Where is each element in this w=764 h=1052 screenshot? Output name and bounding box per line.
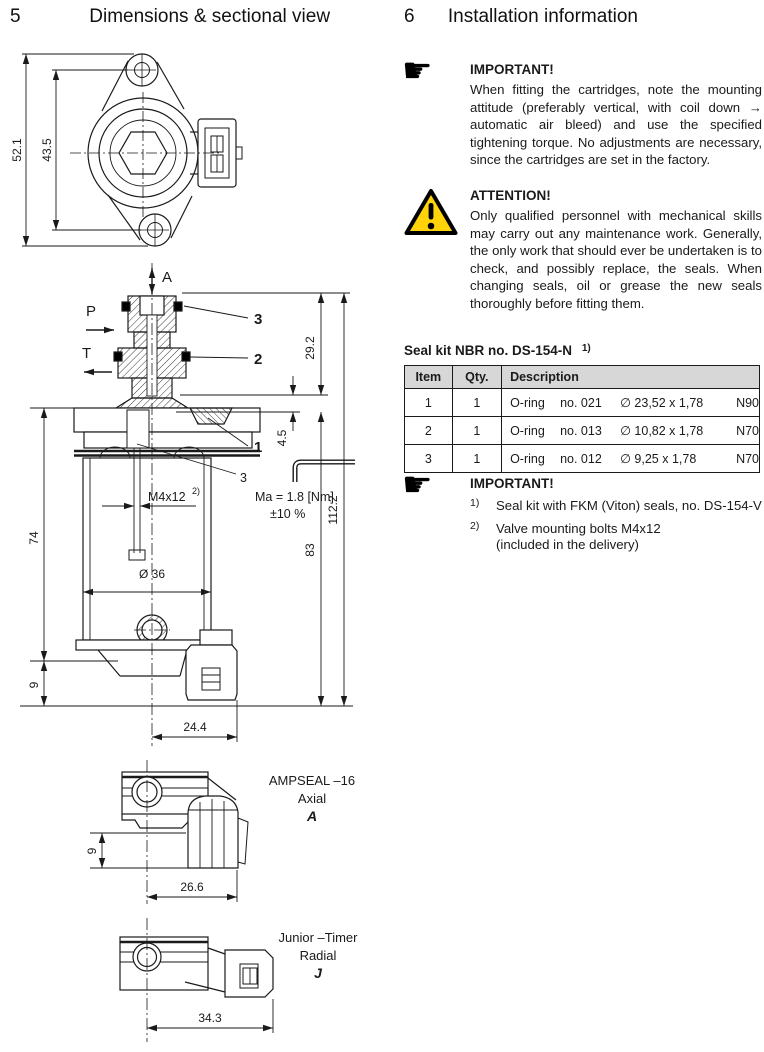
seal-kit-heading [404,343,591,358]
section-6-title: Installation information [447,6,638,27]
dim-9-ampseal: 9 [85,847,99,855]
ampseal-name: AMPSEAL –16 [268,773,356,788]
section-6-number: 6 [404,6,415,27]
section-6-header [404,6,638,28]
top-view-drawing [8,52,298,267]
pointing-hand-icon: ☛ [402,52,433,90]
callout-2: 2 [254,351,263,368]
bolt-spec-label: M4x12 [148,490,186,504]
junior-code: J [314,965,322,981]
callout-bolt-3: 3 [240,471,247,485]
ampseal-type: Axial [297,791,327,806]
dim-24-4: 24.4 [183,720,207,734]
junior-type: Radial [299,948,337,963]
footnote-2 [470,521,762,554]
junior-name: Junior –Timer [278,930,358,945]
footnote-2-ref: 2) [470,519,480,532]
bolt-spec-sup: 2) [192,486,201,496]
ampseal-code: A [306,808,318,824]
cell-description: O-ring no. 021 ∅ 23,52 x 1,78 N90 [502,389,760,417]
footnote-2-text: Valve mounting bolts M4x12 [496,520,661,536]
important-notice-2 [402,466,762,560]
column-header-item: Item [405,366,453,389]
cell-item: 2 [405,417,453,445]
table-row [405,389,760,417]
table-row [405,445,760,473]
seal-kit-heading-text: Seal kit NBR no. DS-154-N [404,343,573,358]
important-1-title: IMPORTANT! [470,62,554,77]
dim-9: 9 [27,681,41,689]
attention-title: ATTENTION! [470,188,551,203]
seal-kit-heading-footnote: 1) [581,343,591,354]
attention-body: Only qualified personnel with mechanical skills may carry out any maintenance work. Generally, the only work that should ever be undertaken is to check, and possibly replace, the seals. When changing seals, oil or grease the new seals thoroughly before fitting them. [470,208,762,311]
cell-description: O-ring no. 012 ∅ 9,25 x 1,78 N70 [502,445,760,473]
section-5-header [10,6,330,28]
port-t-label: T [82,345,92,362]
section-5-number: 5 [10,6,21,27]
dim-43-5: 43.5 [40,138,54,162]
important-2-title: IMPORTANT! [470,476,554,491]
dim-52-1: 52.1 [10,138,24,162]
dim-4-5: 4.5 [275,429,289,447]
dim-diameter-36: Ø 36 [138,567,166,581]
footnote-1 [470,498,762,515]
footnote-1-ref: 1) [470,497,480,509]
section-5-title: Dimensions & sectional view [89,6,331,27]
footnote-2-text-line2: (included in the delivery) [496,537,639,552]
cell-qty: 1 [452,389,501,417]
table-row [405,417,760,445]
top-view-connector [190,119,242,187]
important-1-body: When fitting the cartridges, note the mounting attitude (preferably vertical, with coil down → automatic air bleed) and use the specified tightening torque. No adjustments are necessary, since the cartridges are set in the factory. [470,82,762,167]
sectional-view-drawing [8,258,380,750]
dim-26-6: 26.6 [180,880,204,894]
important-notice-1 [402,52,762,169]
dim-29-2: 29.2 [303,336,317,360]
junior-timer-view-drawing [60,912,400,1048]
cell-item: 1 [405,389,453,417]
dim-74: 74 [27,531,41,545]
cell-description: O-ring no. 013 ∅ 10,82 x 1,78 N70 [502,417,760,445]
dim-112-2: 112.2 [326,495,340,525]
port-a-label: A [162,269,173,286]
cell-item: 3 [405,445,453,473]
cell-qty: 1 [452,417,501,445]
attention-notice [402,188,762,312]
torque-tolerance: ±10 % [270,507,306,521]
ampseal-view-drawing [60,752,400,910]
torque-label: Ma = 1.8 [Nm] [255,490,334,504]
table-header-row [405,366,760,389]
ampseal-body [122,772,248,868]
pointing-hand-icon: ☛ [402,466,433,504]
column-header-description: Description [502,366,760,389]
dim-83: 83 [303,543,317,557]
warning-triangle-icon [404,188,458,241]
dim-34-3: 34.3 [198,1011,222,1025]
port-p-label: P [86,303,97,320]
column-header-qty: Qty. [452,366,501,389]
allen-key-icon [295,462,355,482]
footnote-1-text: Seal kit with FKM (Viton) seals, no. DS-154-V [496,498,762,513]
junior-body [120,937,273,997]
seal-kit-table [404,365,760,473]
cell-qty: 1 [452,445,501,473]
callout-1: 1 [254,439,263,456]
callout-3: 3 [254,311,263,328]
